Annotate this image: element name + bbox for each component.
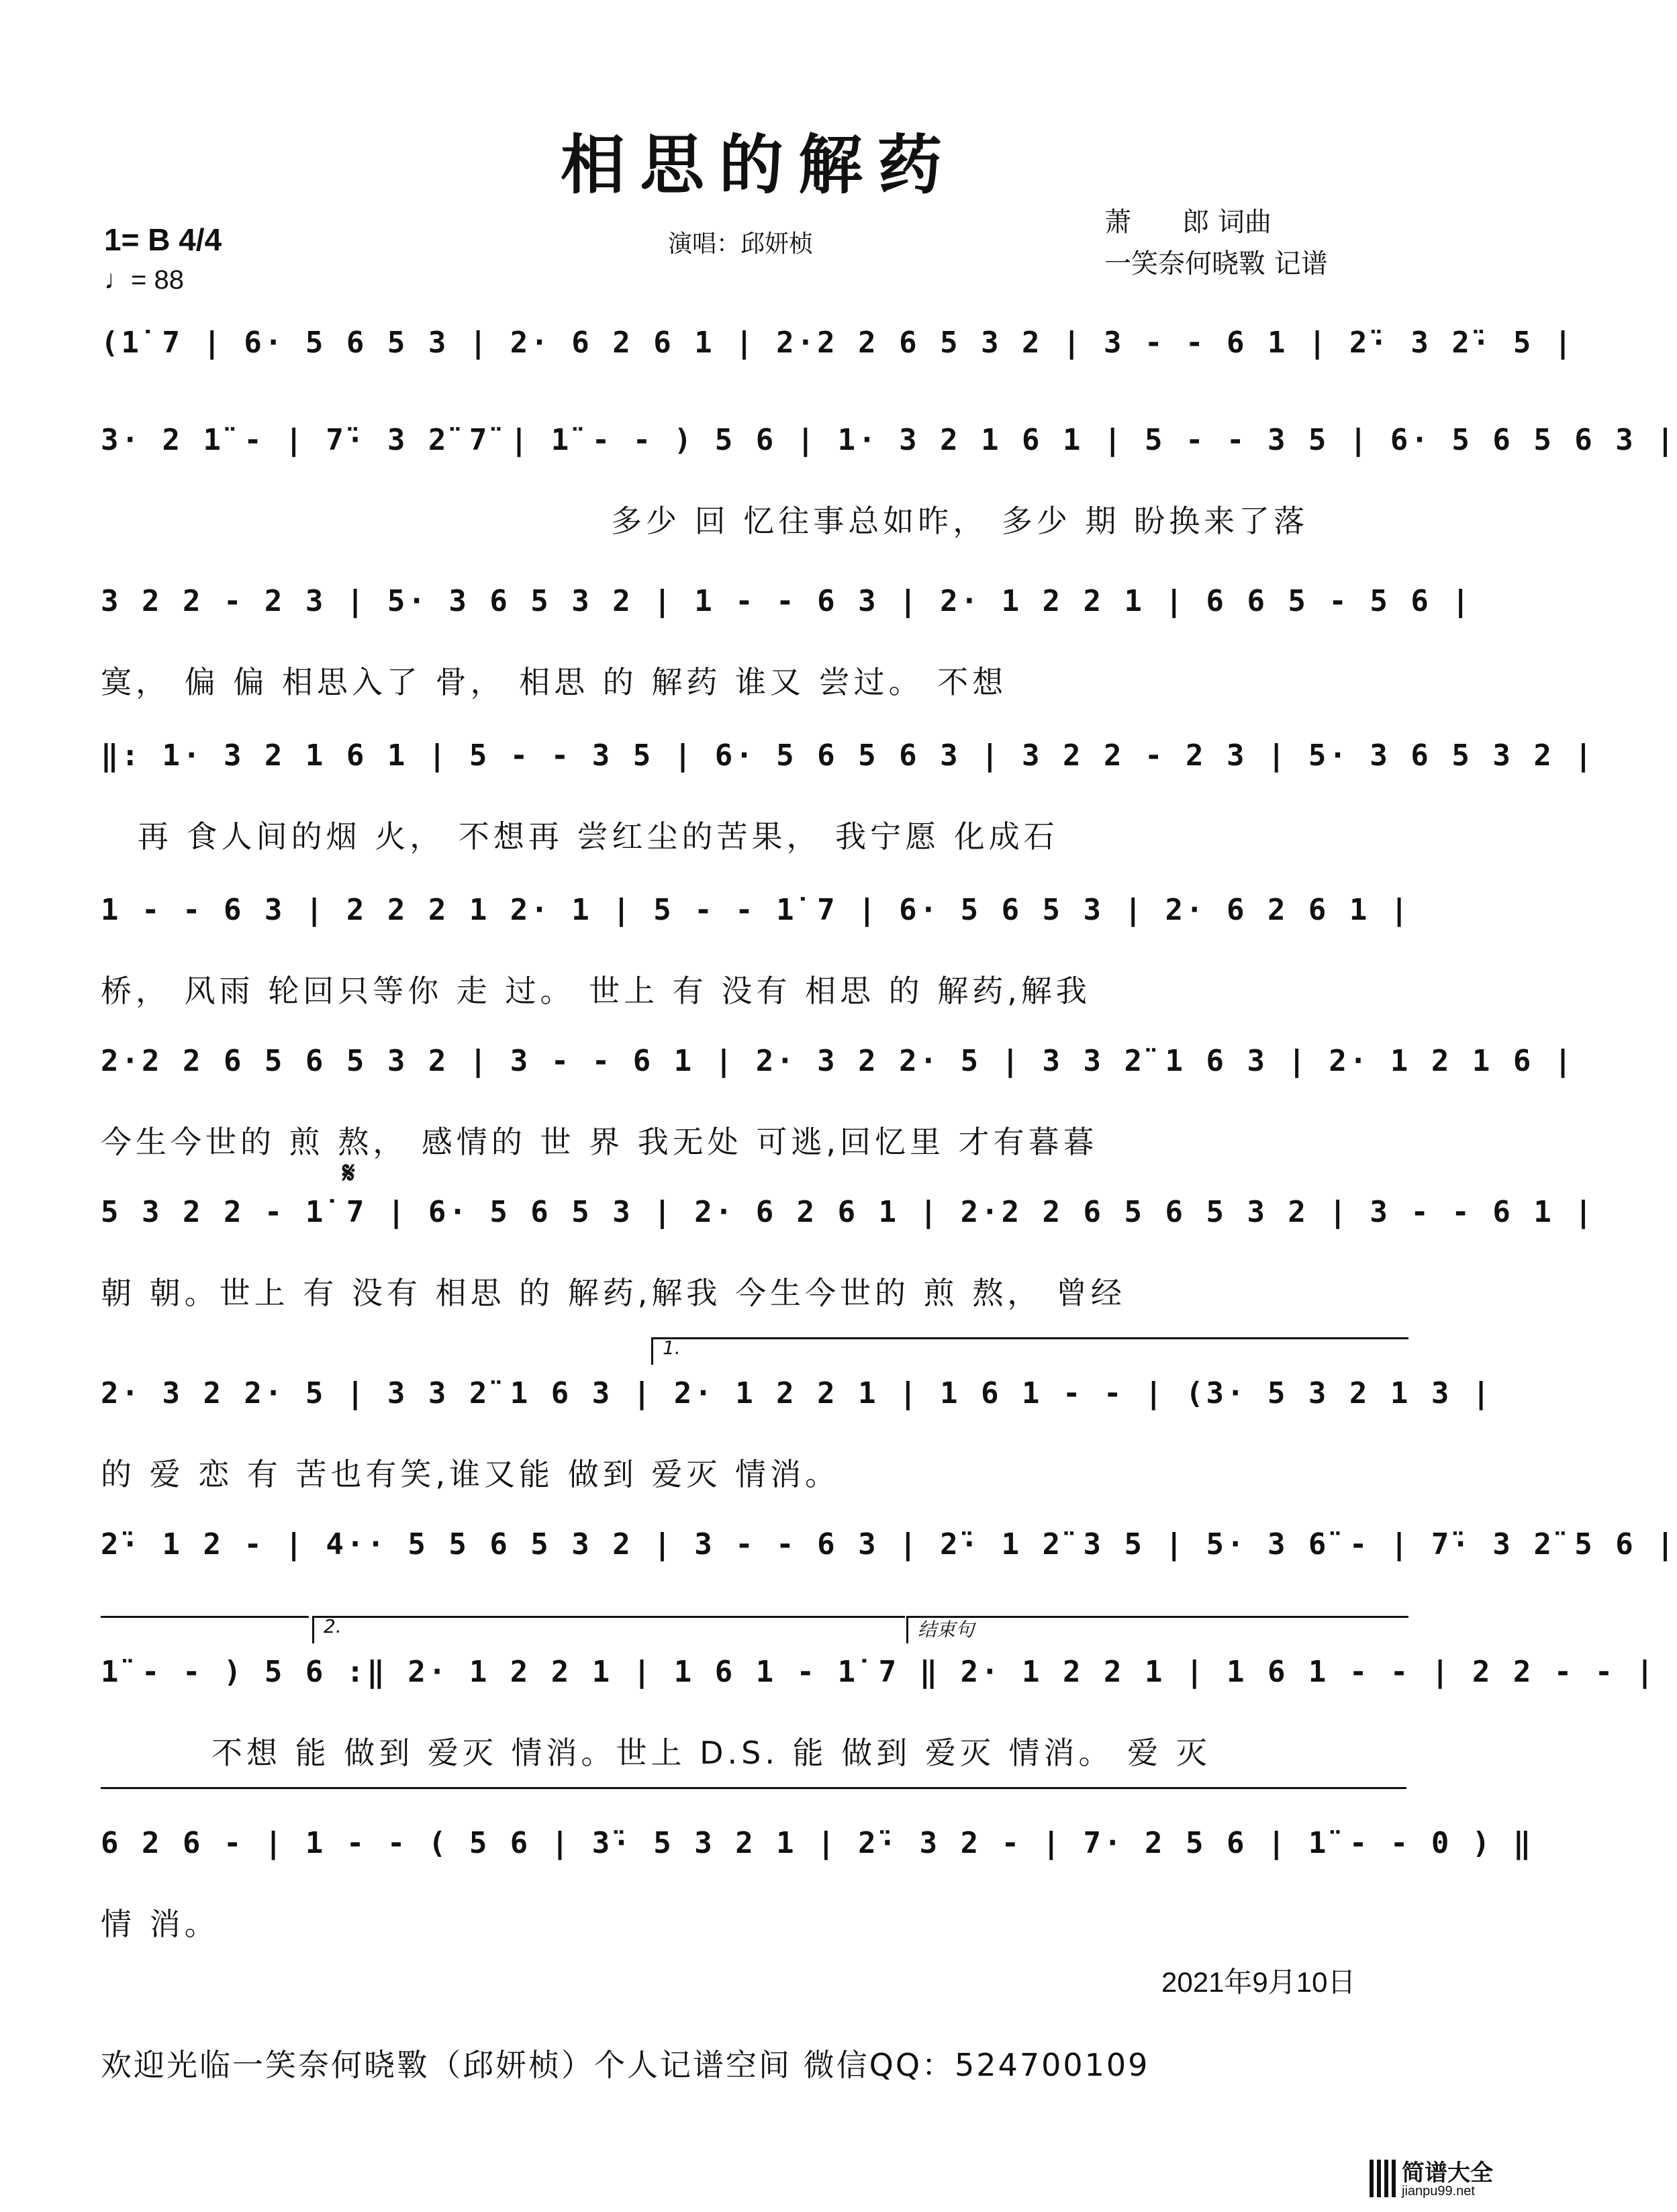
notation-line: 6 2 6 - | 1 - - ( 5 6 | 3̈· 5 3 2 1 | 2̈· 3 2 - | 7· 2 5 6 | 1̈ - - 0 ) ‖ bbox=[101, 1826, 1534, 1860]
notation-line: 1̈ - - ) 5 6 :‖ 2· 1 2 2 1 | 1 6 1 - 1̇ 7 ‖ 2· 1 2 2 1 | 1 6 1 - - | 2 2 - - | bbox=[101, 1655, 1657, 1689]
lyric-line: 今生今世的 煎 熬， 感情的 世 界 我无处 可逃,回忆里 才有暮暮 bbox=[101, 1124, 1098, 1160]
volta-label: 2. bbox=[324, 1615, 342, 1637]
notation-line: 1 - - 6 3 | 2 2 2 1 2· 1 | 5 - - 1̇ 7 | 6· 5 6 5 3 | 2· 6 2 6 1 | bbox=[101, 893, 1411, 927]
lyric-line: 朝 朝。世上 有 没有 相思 的 解药,解我 今生今世的 煎 熬， 曾经 bbox=[101, 1275, 1126, 1311]
singer-credit: 演唱：邱妍桢 bbox=[668, 230, 814, 258]
volta-label: 1. bbox=[663, 1337, 681, 1359]
lyricist-composer-credit: 萧 郎 词曲 bbox=[1104, 207, 1272, 238]
lyric-line: 桥， 风雨 轮回只等你 走 过。 世上 有 没有 相思 的 解药,解我 bbox=[101, 973, 1091, 1009]
tie-bracket bbox=[101, 1787, 1406, 1815]
lyric-line: 的 爱 恋 有 苦也有笑,谁又能 做到 爱灭 情消。 bbox=[101, 1456, 840, 1492]
notation-line: 3 2 2 - 2 3 | 5· 3 6 5 3 2 | 1 - - 6 3 | 2· 1 2 2 1 | 6 6 5 - 5 6 | bbox=[101, 584, 1472, 618]
coda-bracket bbox=[906, 1616, 1408, 1643]
date-stamp: 2021年9月10日 bbox=[1161, 1966, 1356, 1998]
song-title: 相思的解药 bbox=[561, 127, 957, 203]
lyric-line: 寞， 偏 偏 相思入了 骨， 相思 的 解药 谁又 尝过。 不想 bbox=[101, 664, 1008, 700]
transcriber-credit: 一笑奈何晓斁 记谱 bbox=[1104, 248, 1328, 279]
volta-bracket-0 bbox=[101, 1616, 309, 1643]
credits bbox=[1104, 201, 1328, 285]
volta-bracket-2 bbox=[312, 1616, 905, 1643]
logo-name: 简谱大全 bbox=[1402, 2160, 1493, 2186]
tempo-marking: ♩= 88 bbox=[104, 265, 184, 295]
notation-line: 3· 2 1̈ - | 7̈· 3 2̈ 7̈ | 1̈ - - ) 5 6 | 1· 3 2 1 6 1 | 5 - - 3 5 | 6· 5 6 5 6 3 | bbox=[101, 423, 1677, 457]
barcode-icon bbox=[1370, 2160, 1396, 2197]
segno-icon: 𝄋 bbox=[342, 1156, 355, 1190]
notation-line: 2̈· 1 2 - | 4·· 5 5 6 5 3 2 | 3 - - 6 3 | 2̈· 1 2̈ 3 5 | 5· 3 6̈ - | 7̈· 3 2̈ 5 6 | bbox=[101, 1527, 1677, 1561]
lyric-line: 多少 回 忆往事总如昨， 多少 期 盼换来了落 bbox=[611, 503, 1309, 539]
volta-bracket-1 bbox=[651, 1337, 1408, 1365]
logo-url: jianpu99.net bbox=[1402, 2184, 1475, 2199]
notation-line: ‖: 1· 3 2 1 6 1 | 5 - - 3 5 | 6· 5 6 5 6 3 | 3 2 2 - 2 3 | 5· 3 6 5 3 2 | bbox=[101, 738, 1595, 773]
key-signature: 1= B 4/4 bbox=[104, 222, 222, 257]
site-logo[interactable] bbox=[1370, 2152, 1511, 2207]
notation-line: 2· 3 2 2· 5 | 3 3 2̈ 1 6 3 | 2· 1 2 2 1 | 1 6 1 - - | (3· 5 3 2 1 3 | bbox=[101, 1376, 1493, 1410]
notation-line: 5 3 2 2 - 1̇ 7 | 6· 5 6 5 3 | 2· 6 2 6 1 | 2·2 2 6 5 6 5 3 2 | 3 - - 6 1 | bbox=[101, 1195, 1595, 1229]
lyric-line: 不想 能 做到 爱灭 情消。世上 D.S. 能 做到 爱灭 情消。 爱 灭 bbox=[211, 1735, 1211, 1771]
welcome-footer: 欢迎光临一笑奈何晓斁（邱妍桢）个人记谱空间 微信QQ：524700109 bbox=[101, 2047, 1150, 2083]
lyric-line: 情 消。 bbox=[101, 1906, 220, 1942]
lyric-line: 再 食人间的烟 火， 不想再 尝红尘的苦果， 我宁愿 化成石 bbox=[138, 818, 1059, 855]
notation-line: 2·2 2 6 5 6 5 3 2 | 3 - - 6 1 | 2· 3 2 2· 5 | 3 3 2̈ 1 6 3 | 2· 1 2 1 6 | bbox=[101, 1044, 1575, 1078]
notation-line: (1̇ 7 | 6· 5 6 5 3 | 2· 6 2 6 1 | 2·2 2 6 5 3 2 | 3 - - 6 1 | 2̈· 3 2̈· 5 | bbox=[101, 326, 1575, 360]
coda-label: 结束句 bbox=[918, 1619, 975, 1641]
